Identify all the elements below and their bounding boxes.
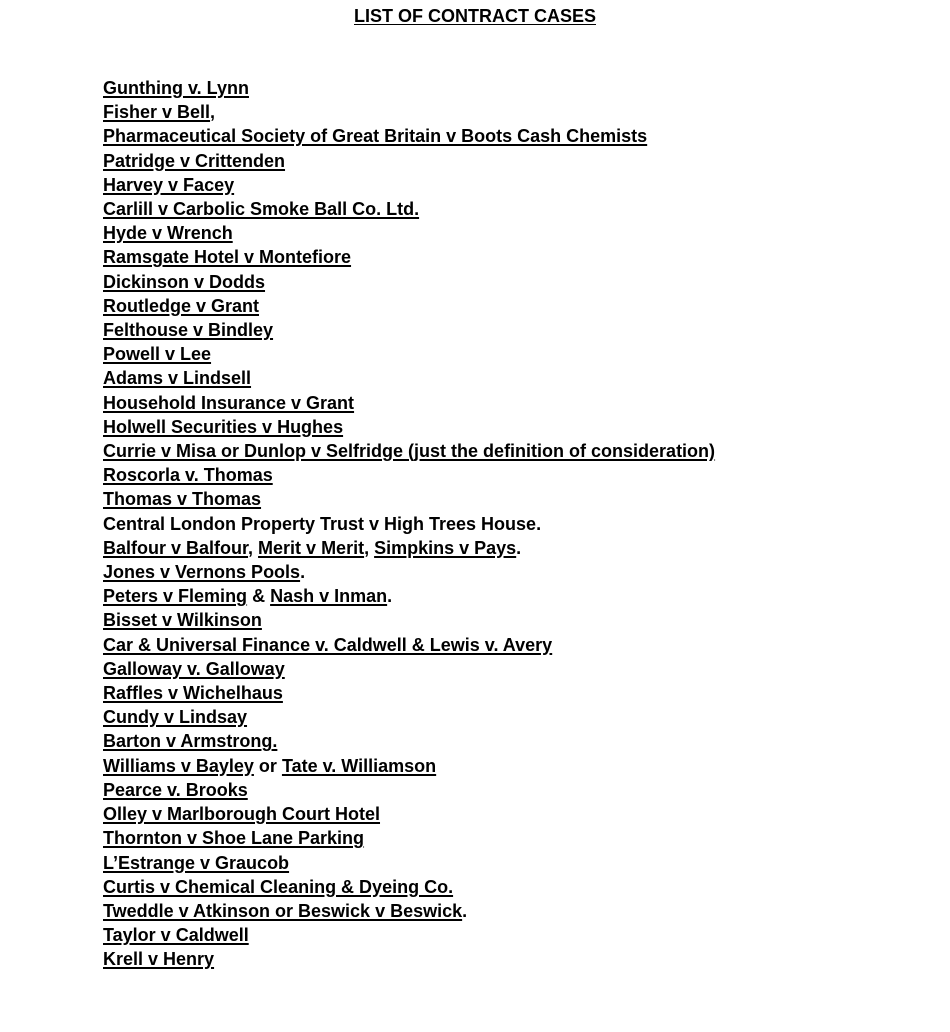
case-item xyxy=(103,947,715,971)
case-item xyxy=(103,875,715,899)
case-name: Felthouse v Bindley xyxy=(103,320,274,341)
case-name: Powell v Lee xyxy=(103,344,212,365)
case-separator: Central London Property Trust v High Trees House. xyxy=(103,513,542,534)
case-item xyxy=(103,100,715,124)
case-separator: . xyxy=(387,586,393,607)
case-item xyxy=(103,536,715,560)
case-name: Merit v Merit xyxy=(258,537,365,558)
case-name: Ramsgate Hotel v Montefiore xyxy=(103,247,352,268)
case-name: Carlill v Carbolic Smoke Ball Co. Ltd. xyxy=(103,199,420,220)
case-item xyxy=(103,366,715,390)
case-item xyxy=(103,149,715,173)
case-name: Adams v Lindsell xyxy=(103,368,252,389)
case-name: Tate v. Williamson xyxy=(281,755,437,776)
page-title: LIST OF CONTRACT CASES xyxy=(354,6,596,26)
case-separator: & xyxy=(247,586,271,607)
case-name: Cundy v Lindsay xyxy=(103,707,248,728)
case-name: Williams v Bayley xyxy=(103,755,254,776)
case-item xyxy=(103,415,715,439)
case-name: Fisher v Bell xyxy=(103,102,211,123)
case-name: Routledge v Grant xyxy=(103,295,260,316)
case-list xyxy=(103,76,715,972)
case-name: Bisset v Wilkinson xyxy=(103,610,262,631)
case-separator: or xyxy=(253,755,282,776)
case-item xyxy=(103,851,715,875)
case-item xyxy=(103,391,715,415)
case-name: Gunthing v. Lynn xyxy=(103,78,249,98)
case-name: Nash v Inman xyxy=(270,586,388,607)
case-item xyxy=(103,221,715,245)
case-separator: . xyxy=(462,900,468,921)
case-item xyxy=(103,681,715,705)
case-item xyxy=(103,463,715,487)
case-name: Roscorla v. Thomas xyxy=(103,465,273,486)
case-name: Krell v Henry xyxy=(103,949,215,970)
case-separator: , xyxy=(210,102,216,123)
case-item xyxy=(103,512,715,536)
case-name: Household Insurance v Grant xyxy=(103,392,355,413)
case-name: Tweddle v Atkinson or Beswick v Beswick xyxy=(103,900,463,921)
case-separator: . xyxy=(300,562,306,583)
case-item xyxy=(103,294,715,318)
case-item xyxy=(103,923,715,947)
case-item xyxy=(103,76,715,100)
case-name: Holwell Securities v Hughes xyxy=(103,416,344,437)
case-item xyxy=(103,729,715,753)
case-item xyxy=(103,245,715,269)
case-name: Car & Universal Finance v. Caldwell & Lewis v. Avery xyxy=(103,634,553,655)
case-name: Thomas v Thomas xyxy=(103,489,262,510)
case-item xyxy=(103,778,715,802)
case-item xyxy=(103,657,715,681)
case-item xyxy=(103,487,715,511)
case-item xyxy=(103,899,715,923)
case-name: Patridge v Crittenden xyxy=(103,150,286,171)
case-name: Galloway v. Galloway xyxy=(103,658,285,679)
case-name: Hyde v Wrench xyxy=(103,223,233,244)
case-name: Balfour v Balfour xyxy=(103,537,249,558)
case-item xyxy=(103,124,715,148)
case-separator: . xyxy=(516,537,522,558)
case-separator: , xyxy=(364,537,375,558)
case-separator: , xyxy=(248,537,259,558)
case-name: Thornton v Shoe Lane Parking xyxy=(103,828,365,849)
case-name: Simpkins v Pays xyxy=(374,537,517,558)
case-item xyxy=(103,754,715,778)
case-item xyxy=(103,439,715,463)
case-item xyxy=(103,584,715,608)
case-item xyxy=(103,633,715,657)
case-name: Currie v Misa or Dunlop v Selfridge (just the definition of consideration) xyxy=(103,441,716,462)
case-name: Harvey v Facey xyxy=(103,174,235,195)
case-item xyxy=(103,173,715,197)
case-name: Curtis v Chemical Cleaning & Dyeing Co. xyxy=(103,876,454,897)
case-item xyxy=(103,705,715,729)
case-name: Pearce v. Brooks xyxy=(103,779,248,800)
case-item xyxy=(103,608,715,632)
case-name: L’Estrange v Graucob xyxy=(103,852,290,873)
case-name: Peters v Fleming xyxy=(103,586,248,607)
case-name: Pharmaceutical Society of Great Britain v Boots Cash Chemists xyxy=(103,126,648,147)
case-item xyxy=(103,318,715,342)
case-item xyxy=(103,802,715,826)
case-item xyxy=(103,826,715,850)
case-name: Olley v Marlborough Court Hotel xyxy=(103,804,381,825)
case-item xyxy=(103,270,715,294)
case-name: Raffles v Wichelhaus xyxy=(103,683,283,704)
case-item xyxy=(103,197,715,221)
case-item xyxy=(103,342,715,366)
case-name: Jones v Vernons Pools xyxy=(103,562,301,583)
case-item xyxy=(103,560,715,584)
case-name: Dickinson v Dodds xyxy=(103,271,266,292)
case-name: Taylor v Caldwell xyxy=(103,925,249,946)
case-name: Barton v Armstrong. xyxy=(103,731,278,752)
